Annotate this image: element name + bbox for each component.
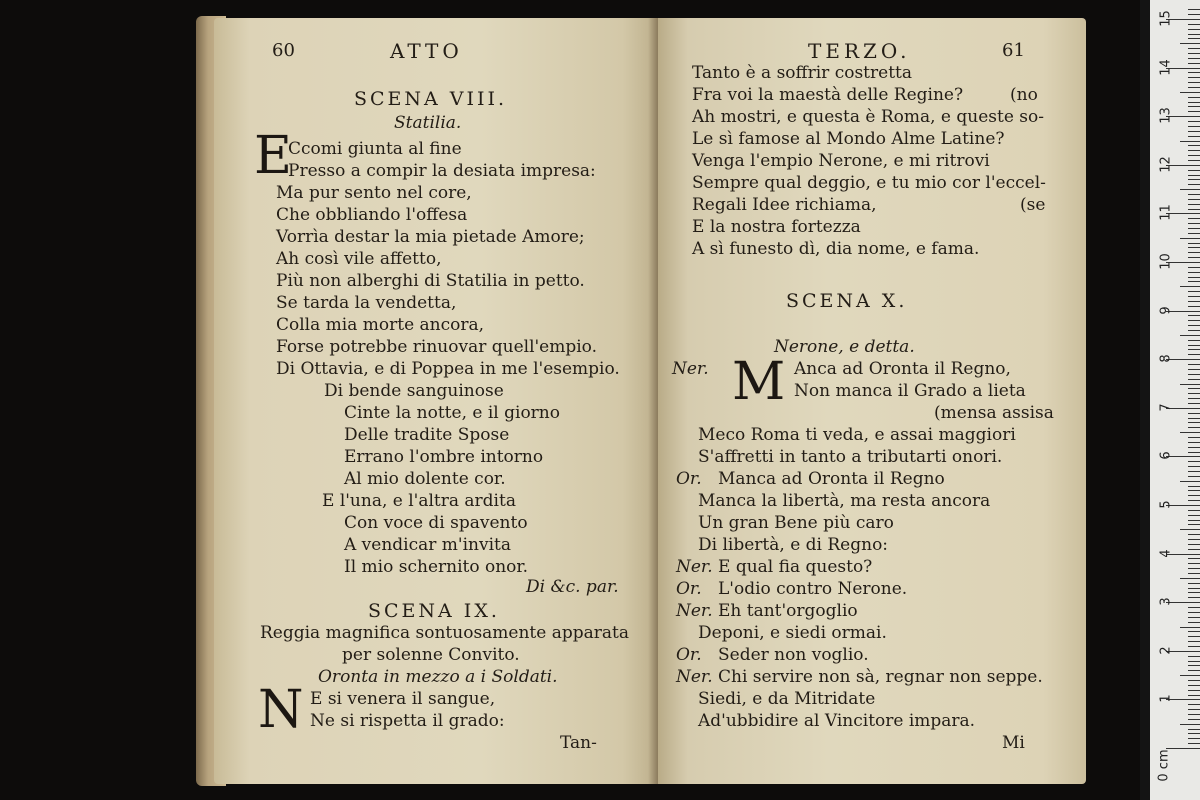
ruler-tick (1180, 141, 1200, 142)
ruler-tick (1188, 277, 1200, 278)
verse-line: Di bende sanguinose (324, 381, 504, 401)
verse-line: A vendicar m'invita (344, 535, 511, 555)
ruler-tick (1180, 627, 1200, 628)
ruler-tick (1188, 500, 1200, 501)
verse-line: Le sì famose al Mondo Alme Latine? (692, 129, 1005, 149)
verse-line: Tanto è a soffrir costretta (692, 63, 913, 83)
ruler-tick (1188, 695, 1200, 696)
ruler-tick (1188, 24, 1200, 25)
ner-line-2: Non manca il Grado a lieta (794, 381, 1026, 401)
dialogue-text: Eh tant'orgoglio (718, 601, 858, 621)
ruler-unit-label: 0 cm (1156, 749, 1172, 782)
ruler-number: 7 (1158, 403, 1174, 412)
dialogue-text: Deponi, e siedi ormai. (698, 623, 887, 643)
ruler-tick (1188, 466, 1200, 467)
ruler-tick (1188, 58, 1200, 59)
ruler-tick (1188, 63, 1200, 64)
dialogue-speaker: Ner. (676, 667, 713, 687)
verse-line: Vorrìa destar la mia pietade Amore; (276, 227, 585, 247)
measuring-ruler (1140, 0, 1200, 800)
running-head-left: ATTO (390, 39, 463, 63)
scene-heading-viii: SCENA VIII. (354, 88, 508, 110)
ruler-tick (1188, 670, 1200, 671)
ruler-tick (1188, 34, 1200, 35)
dialogue-speaker: Or. (676, 645, 702, 665)
ruler-tick (1188, 520, 1200, 521)
verse-line: Più non alberghi di Statilia in petto. (276, 271, 585, 291)
turnover-no: (no (1010, 85, 1038, 105)
setting-line-2: per solenne Convito. (342, 645, 520, 665)
ruler-tick (1188, 111, 1200, 112)
ruler-tick (1188, 665, 1200, 666)
ruler-tick (1188, 14, 1200, 15)
ruler-tick (1188, 573, 1200, 574)
verse-line: Fra voi la maestà delle Regine? (692, 85, 964, 105)
speaker-ner: Ner. (672, 359, 709, 379)
ruler-number: 12 (1158, 156, 1174, 173)
verse-line: Ma pur sento nel core, (276, 183, 472, 203)
ruler-number: 13 (1158, 107, 1174, 124)
ruler-tick (1188, 48, 1200, 49)
ruler-tick (1188, 53, 1200, 54)
ruler-tick (1188, 364, 1200, 365)
ruler-tick (1188, 199, 1200, 200)
ruler-tick (1188, 704, 1200, 705)
ruler-tick (1180, 675, 1200, 676)
ruler-tick (1188, 738, 1200, 739)
ruler-number: 9 (1158, 305, 1174, 315)
ruler-tick (1188, 349, 1200, 350)
ruler-tick (1188, 175, 1200, 176)
ruler-tick (1180, 189, 1200, 190)
ruler-tick (1188, 418, 1200, 419)
ruler-tick (1188, 87, 1200, 88)
ruler-tick (1188, 204, 1200, 205)
ruler-tick (1188, 495, 1200, 496)
ruler-tick (1180, 92, 1200, 93)
exit-direction: Di &c. par. (526, 577, 619, 597)
ruler-number: 5 (1158, 500, 1174, 509)
ruler-tick (1188, 102, 1200, 103)
ruler-tick (1188, 228, 1200, 229)
verse-line: Venga l'empio Nerone, e mi ritrovi (692, 151, 990, 171)
ruler-tick (1188, 631, 1200, 632)
ruler-tick (1188, 592, 1200, 593)
drop-cap-m: M (732, 352, 786, 412)
ruler-tick (1188, 568, 1200, 569)
ruler-tick (1180, 432, 1200, 433)
verse-line: Cinte la notte, e il giorno (344, 403, 560, 423)
dialogue-text: Un gran Bene più caro (698, 513, 894, 533)
ruler-tick (1188, 82, 1200, 83)
ruler-tick (1188, 510, 1200, 511)
ruler-tick (1188, 106, 1200, 107)
ruler-tick (1188, 272, 1200, 273)
page-number-right: 61 (1002, 40, 1025, 61)
verse-line: Ah mostri, e questa è Roma, e queste so- (692, 107, 1045, 127)
verse-line: E l'una, e l'altra ardita (322, 491, 516, 511)
ruler-tick (1188, 393, 1200, 394)
ruler-tick (1188, 524, 1200, 525)
ruler-tick (1180, 384, 1200, 385)
ruler-tick (1188, 398, 1200, 399)
ruler-tick (1188, 184, 1200, 185)
ruler-edge-strip (1140, 0, 1150, 800)
ruler-tick (1188, 243, 1200, 244)
ruler-tick (1188, 257, 1200, 258)
ruler-tick (1188, 345, 1200, 346)
ruler-tick (1188, 486, 1200, 487)
verse-line: Ah così vile affetto, (276, 249, 442, 269)
ruler-number: 3 (1158, 597, 1174, 606)
setting-line-1: Reggia magnifica sontuosamente apparata (260, 623, 629, 643)
dialogue-text: Di libertà, e di Regno: (698, 535, 889, 555)
ruler-tick (1188, 471, 1200, 472)
dialogue-text: L'odio contro Nerone. (718, 579, 908, 599)
ruler-number: 11 (1158, 204, 1174, 222)
verse-line: Con voce di spavento (344, 513, 528, 533)
verse-line: Ne si rispetta il grado: (310, 711, 505, 731)
ruler-tick (1188, 437, 1200, 438)
drop-cap-n: N (258, 680, 304, 740)
ruler-tick (1188, 150, 1200, 151)
scene-heading-x: SCENA X. (786, 290, 908, 312)
ruler-tick (1188, 680, 1200, 681)
page-number-left: 60 (272, 40, 295, 61)
ruler-tick (1180, 335, 1200, 336)
scene-character-statilia: Statilia. (394, 113, 462, 133)
ruler-number: 4 (1158, 548, 1174, 558)
verse-line: E la nostra fortezza (692, 217, 861, 237)
verse-line: Ccomi giunta al fine (288, 139, 462, 159)
ruler-tick (1188, 223, 1200, 224)
ruler-tick (1188, 490, 1200, 491)
ruler-tick (1188, 388, 1200, 389)
ruler-tick (1180, 238, 1200, 239)
ruler-tick (1180, 481, 1200, 482)
verse-line: Se tarda la vendetta, (276, 293, 457, 313)
scene-heading-ix: SCENA IX. (368, 600, 500, 622)
ruler-tick (1188, 422, 1200, 423)
dialogue-text: Siedi, e da Mitridate (698, 689, 876, 709)
dialogue-speaker: Or. (676, 579, 702, 599)
left-page (214, 18, 658, 784)
ruler-number: 1 (1158, 694, 1174, 704)
ruler-tick (1180, 529, 1200, 530)
ruler-tick (1188, 588, 1200, 589)
ruler-tick (1188, 729, 1200, 730)
ruler-tick (1188, 597, 1200, 598)
ruler-tick (1188, 325, 1200, 326)
ruler-tick (1188, 719, 1200, 720)
ruler-tick (1188, 714, 1200, 715)
ruler-tick (1188, 330, 1200, 331)
ruler-tick (1188, 646, 1200, 647)
ruler-tick (1188, 476, 1200, 477)
ruler-tick (1188, 291, 1200, 292)
ruler-tick (1188, 709, 1200, 710)
ner-line-1: Anca ad Oronta il Regno, (794, 359, 1011, 379)
ruler-tick (1188, 442, 1200, 443)
turnover-mensa: (mensa assisa (934, 403, 1054, 423)
verse-line: Forse potrebbe rinuovar quell'empio. (276, 337, 598, 357)
ruler-tick (1188, 38, 1200, 39)
verse-line: Presso a compir la desiata impresa: (288, 161, 596, 181)
ruler-tick (1188, 641, 1200, 642)
ruler-tick (1188, 29, 1200, 30)
ruler-tick (1188, 77, 1200, 78)
ruler-tick (1188, 233, 1200, 234)
ruler-number: 8 (1158, 354, 1174, 363)
ruler-tick (1188, 622, 1200, 623)
ruler-tick (1188, 607, 1200, 608)
ruler-tick (1188, 131, 1200, 132)
dialogue-text: Manca la libertà, ma resta ancora (698, 491, 991, 511)
ruler-tick (1188, 563, 1200, 564)
ruler-tick (1188, 267, 1200, 268)
right-page (658, 18, 1086, 784)
verse-line: Sempre qual deggio, e tu mio cor l'eccel- (692, 173, 1046, 193)
ruler-tick (1188, 209, 1200, 210)
ruler-tick (1188, 170, 1200, 171)
ruler-tick (1188, 179, 1200, 180)
ruler-tick (1188, 452, 1200, 453)
ruler-tick (1188, 636, 1200, 637)
ruler-tick (1188, 72, 1200, 73)
ruler-tick (1188, 281, 1200, 282)
verse-line: Colla mia morte ancora, (276, 315, 485, 335)
ruler-tick (1188, 218, 1200, 219)
ruler-tick (1188, 320, 1200, 321)
ruler-tick (1188, 461, 1200, 462)
ruler-tick (1188, 160, 1200, 161)
verse-line: Regali Idee richiama, (692, 195, 877, 215)
dialogue-text: Manca ad Oronta il Regno (718, 469, 945, 489)
ruler-tick (1188, 617, 1200, 618)
open-book (196, 10, 1102, 788)
dialogue-text: Chi servire non sà, regnar non seppe. (718, 667, 1043, 687)
verse-line: Delle tradite Spose (344, 425, 510, 445)
turnover-se: (se (1020, 195, 1046, 215)
verse-line: Al mio dolente cor. (344, 469, 506, 489)
ruler-tick (1188, 315, 1200, 316)
ruler-number: 15 (1158, 10, 1174, 27)
ruler-number: 14 (1158, 58, 1174, 76)
setting-line-3: Oronta in mezzo a i Soldati. (318, 667, 558, 687)
ruler-tick (1180, 724, 1200, 725)
ruler-tick (1188, 515, 1200, 516)
ruler-tick (1180, 286, 1200, 287)
ruler-tick (1188, 427, 1200, 428)
verse-line: Che obbliando l'offesa (276, 205, 468, 225)
dialogue-text: Ad'ubbidire al Vincitore impara. (698, 711, 976, 731)
verse-line: Meco Roma ti veda, e assai maggiori (698, 425, 1016, 445)
ruler-tick (1188, 447, 1200, 448)
ruler-tick (1188, 661, 1200, 662)
running-head-right: TERZO. (808, 39, 911, 63)
ruler-number: 6 (1158, 451, 1174, 461)
ruler-tick (1188, 145, 1200, 146)
ruler-tick (1188, 539, 1200, 540)
dialogue-text: Seder non voglio. (718, 645, 869, 665)
ruler-tick (1188, 296, 1200, 297)
ruler-tick (1188, 136, 1200, 137)
ruler-tick (1188, 403, 1200, 404)
catchword-left: Tan- (560, 733, 597, 753)
dialogue-text: E qual fia questo? (718, 557, 873, 577)
ruler-tick (1188, 155, 1200, 156)
verse-line: Di Ottavia, e di Poppea in me l'esempio. (276, 359, 620, 379)
ruler-tick (1188, 301, 1200, 302)
drop-cap-e: E (254, 126, 292, 186)
ruler-tick (1188, 690, 1200, 691)
ruler-tick (1188, 413, 1200, 414)
ruler-tick (1188, 97, 1200, 98)
ruler-tick (1188, 354, 1200, 355)
verse-line: E si venera il sangue, (310, 689, 496, 709)
verse-line: Il mio schernito onor. (344, 557, 529, 577)
ruler-tick (1188, 126, 1200, 127)
ruler-tick (1188, 544, 1200, 545)
ruler-number: 10 (1158, 253, 1174, 270)
ruler-tick (1188, 743, 1200, 744)
ruler-tick (1188, 306, 1200, 307)
ruler-tick (1188, 612, 1200, 613)
ruler-tick (1188, 9, 1200, 10)
dialogue-speaker: Ner. (676, 557, 713, 577)
ruler-tick (1188, 534, 1200, 535)
ruler-tick (1180, 578, 1200, 579)
verse-line: Errano l'ombre intorno (344, 447, 544, 467)
ruler-number: 2 (1158, 646, 1174, 655)
dialogue-speaker: Ner. (676, 601, 713, 621)
verse-line: A sì funesto dì, dia nome, e fama. (692, 239, 980, 259)
ruler-tick (1188, 733, 1200, 734)
ruler-tick (1188, 656, 1200, 657)
dialogue-speaker: Or. (676, 469, 702, 489)
ruler-tick (1180, 43, 1200, 44)
catchword-right: Mi (1002, 733, 1025, 753)
ruler-tick (1188, 194, 1200, 195)
scene-characters: Nerone, e detta. (774, 337, 915, 357)
ruler-tick (1188, 340, 1200, 341)
ruler-tick (1188, 252, 1200, 253)
ruler-tick (1188, 247, 1200, 248)
verse-line: S'affretti in tanto a tributarti onori. (698, 447, 1003, 467)
ruler-tick (1188, 369, 1200, 370)
ruler-tick (1188, 583, 1200, 584)
ruler-tick (1188, 121, 1200, 122)
ruler-tick (1188, 549, 1200, 550)
ruler-tick (1188, 379, 1200, 380)
ruler-tick (1188, 685, 1200, 686)
ruler-tick (1188, 374, 1200, 375)
ruler-tick (1188, 558, 1200, 559)
